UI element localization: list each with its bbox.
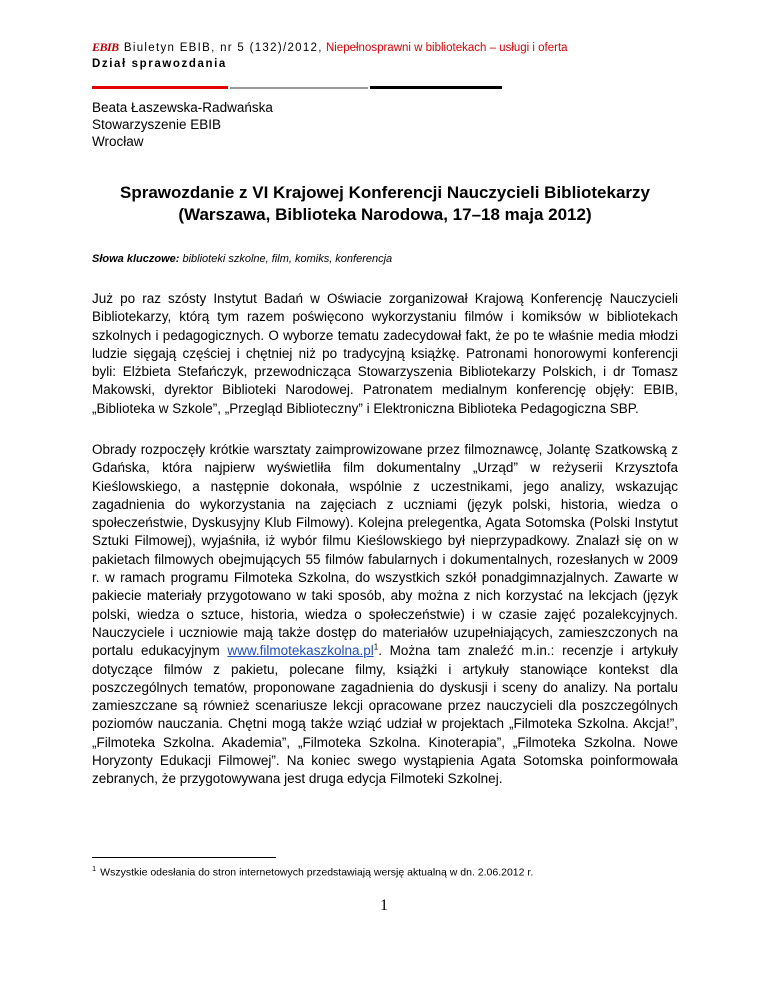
title-line-1: Sprawozdanie z VI Krajowej Konferencji Nauczycieli Bibliotekarzy bbox=[120, 183, 650, 202]
bulletin-series: Biuletyn EBIB, nr 5 (132)/2012, bbox=[123, 42, 323, 54]
paragraph-2-text-b: . Można tam znaleźć m.in.: recenzje i artykuły dotyczące filmów z pakietu, polecane filmy, książki i artykuły stanowiące kontekst dla poszczególnych tematów, proponowane zagadnienia do dyskusji i sceny do analizy. Na portalu zamieszczane są również scenariusze lekcji opracowane przez nauczycieli dla poszczególnych poziomów nauczania. Chętni mogą także wziąć udział w projektach „Filmoteka Szkolna. Akcja!”, „Filmoteka Szkolna. Akademia”, „Filmoteka Szkolna. Kinoterapia”, „Filmoteka Szkolna. Nowe Horyzonty Edukacji Filmowej”. Na koniec swego wystąpienia Agata Sotomska poinformowała zebranych, że przygotowywana jest druga edycja Filmoteki Szkolnej. bbox=[92, 643, 678, 787]
author-block bbox=[92, 99, 273, 150]
keywords bbox=[92, 253, 392, 265]
ebib-logo: EBIB bbox=[92, 40, 119, 54]
page-number: 1 bbox=[380, 897, 388, 914]
paragraph-1: Już po raz szósty Instytut Badań w Oświacie zorganizował Krajową Konferencję Nauczycieli Bibliotekarzy, którą tym razem poświęcono wykorzystaniu filmów i komiksów w bibliotekach szkolnych i pedagogicznych. O wyborze tematu zadecydował fakt, że po te właśnie media młodzi ludzie sięgają częściej i chętniej niż po tradycyjną książkę. Patronami honorowymi konferencji byli: Elżbieta Stefańczyk, przewodnicząca Stowarzyszenia Bibliotekarzy Polskich, i dr Tomasz Makowski, dyrektor Biblioteki Narodowej. Patronatem medialnym konferencję objęły: EBIB, „Biblioteka w Szkole”, „Przegląd Biblioteczny” i Elektroniczna Biblioteka Pedagogiczna SBP. bbox=[92, 291, 678, 416]
footnote-separator bbox=[92, 857, 276, 858]
title-line-2: (Warszawa, Biblioteka Narodowa, 17–18 maja 2012) bbox=[178, 205, 592, 224]
article-title bbox=[92, 182, 678, 226]
author-city: Wrocław bbox=[92, 134, 144, 149]
keywords-value: biblioteki szkolne, film, komiks, konferencja bbox=[182, 253, 393, 265]
footnote-mark: 1 bbox=[92, 864, 97, 873]
footnote-text: Wszystkie odesłania do stron internetowych przedstawiają wersję aktualną w dn. 2.06.2012 r. bbox=[100, 866, 534, 879]
paragraph-2-text-a: Obrady rozpoczęły krótkie warsztaty zaimprowizowane przez filmoznawcę, Jolantę Szatkowską z Gdańska, która najpierw wyświetliła film dokumentalny „Urząd” w reżyserii Krzysztofa Kieślowskiego, a następnie dokonała, wspólnie z uczestnikami, jego analizy, wskazując zagadnienia do wykorzystania na zajęciach z uczniami (język polski, historia, wiedza o społeczeństwie, Dyskusyjny Klub Filmowy). Kolejna prelegentka, Agata Sotomska (Polski Instytut Sztuki Filmowej), wyjaśniła, iż wybór filmu Kieślowskiego był nieprzypadkowy. Znalazł się on w pakietach filmowych obejmujących 55 filmów fabularnych i dokumentalnych, rozesłanych w 2009 r. w ramach programu Filmoteka Szkolna, do wszystkich szkół ponadgimnazjalnych. Zawarte w pakiecie materiały przygotowano w taki sposób, aby można z nich korzystać na lekcjach (język polski, wiedza o sztuce, historia, wiedza o społeczeństwie) i w czasie zajęć pozalekcyjnych. Nauczyciele i uczniowie mają także dostęp do materiałów uzupełniających, zamieszczonych na portalu edukacyjnym bbox=[92, 442, 678, 659]
footnote bbox=[92, 864, 533, 879]
header-line bbox=[92, 40, 692, 55]
header-rule-red bbox=[92, 86, 228, 89]
author-organization: Stowarzyszenie EBIB bbox=[92, 117, 222, 132]
author-name: Beata Łaszewska-Radwańska bbox=[92, 100, 273, 115]
filmoteka-link[interactable]: www.filmotekaszkolna.pl bbox=[227, 643, 374, 659]
footnote-ref[interactable]: 1 bbox=[373, 642, 379, 652]
paragraph-2 bbox=[92, 441, 678, 789]
header-rule-grey bbox=[230, 87, 368, 89]
section-name: Dział sprawozdania bbox=[92, 58, 227, 70]
issue-topic: Niepełnosprawni w bibliotekach – usługi i oferta bbox=[325, 42, 568, 54]
keywords-label: Słowa kluczowe: bbox=[92, 253, 180, 265]
header-rule-black bbox=[370, 86, 502, 89]
page-header bbox=[92, 40, 692, 70]
